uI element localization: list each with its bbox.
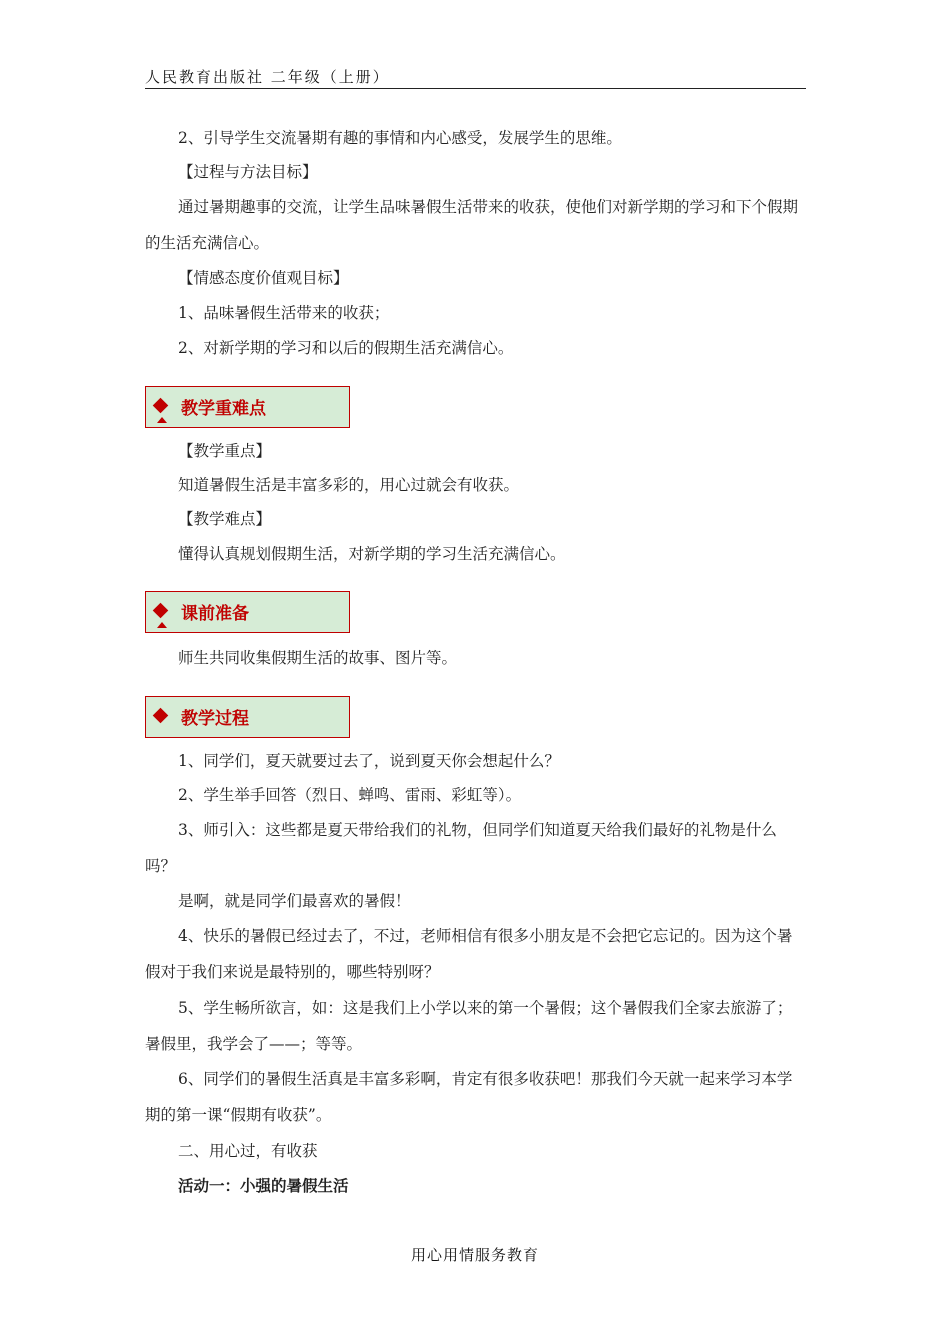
paragraph: 2、对新学期的学习和以后的假期生活充满信心。 <box>178 339 514 357</box>
paragraph: 懂得认真规划假期生活，对新学期的学习生活充满信心。 <box>178 545 566 563</box>
subheading: 【过程与方法目标】 <box>178 163 318 181</box>
page-header: 人民教育出版社 二年级（上册） <box>145 66 806 89</box>
section-heading-key-points <box>145 386 350 428</box>
diamond-icon <box>153 708 169 724</box>
page-footer: 用心用情服务教育 <box>410 1246 539 1264</box>
triangle-icon <box>157 417 167 423</box>
paragraph: 1、品味暑假生活带来的收获； <box>178 304 390 322</box>
section-title: 课前准备 <box>181 604 249 624</box>
paragraph: 二、用心过，有收获 <box>178 1142 318 1160</box>
paragraph: 4、快乐的暑假已经过去了，不过，老师相信有很多小朋友是不会把它忘记的。因为这个暑假对于我们来说是最特别的，哪些特别呀？ <box>145 927 793 981</box>
subheading: 【教学难点】 <box>178 510 272 528</box>
paragraph: 3、师引入：这些都是夏天带给我们的礼物，但同学们知道夏天给我们最好的礼物是什么吗？ <box>145 821 777 875</box>
paragraph: 知道暑假生活是丰富多彩的，用心过就会有收获。 <box>178 476 520 494</box>
paragraph: 6、同学们的暑假生活真是丰富多彩啊，肯定有很多收获吧！那我们今天就一起来学习本学期的第一课“假期有收获”。 <box>145 1070 793 1124</box>
section-title: 教学重难点 <box>181 399 266 419</box>
paragraph: 2、学生举手回答（烈日、蝉鸣、雷雨、彩虹等）。 <box>178 786 522 804</box>
activity-heading: 活动一：小强的暑假生活 <box>178 1177 349 1195</box>
paragraph: 5、学生畅所欲言，如：这是我们上小学以来的第一个暑假；这个暑假我们全家去旅游了；暑假里，我学会了——；等等。 <box>145 999 793 1053</box>
paragraph: 2、引导学生交流暑期有趣的事情和内心感受，发展学生的思维。 <box>178 129 622 147</box>
paragraph: 通过暑期趣事的交流，让学生品味暑假生活带来的收获，使他们对新学期的学习和下个假期的生活充满信心。 <box>145 198 799 252</box>
section-heading-preparation <box>145 591 350 633</box>
section-title: 教学过程 <box>181 709 249 729</box>
triangle-icon <box>157 622 167 628</box>
paragraph: 是啊，就是同学们最喜欢的暑假！ <box>178 892 411 910</box>
diamond-icon <box>153 398 169 414</box>
paragraph: 师生共同收集假期生活的故事、图片等。 <box>178 649 458 667</box>
subheading: 【情感态度价值观目标】 <box>178 269 349 287</box>
diamond-icon <box>153 603 169 619</box>
paragraph: 1、同学们，夏天就要过去了，说到夏天你会想起什么？ <box>178 752 560 770</box>
section-heading-process <box>145 696 350 738</box>
subheading: 【教学重点】 <box>178 442 272 460</box>
